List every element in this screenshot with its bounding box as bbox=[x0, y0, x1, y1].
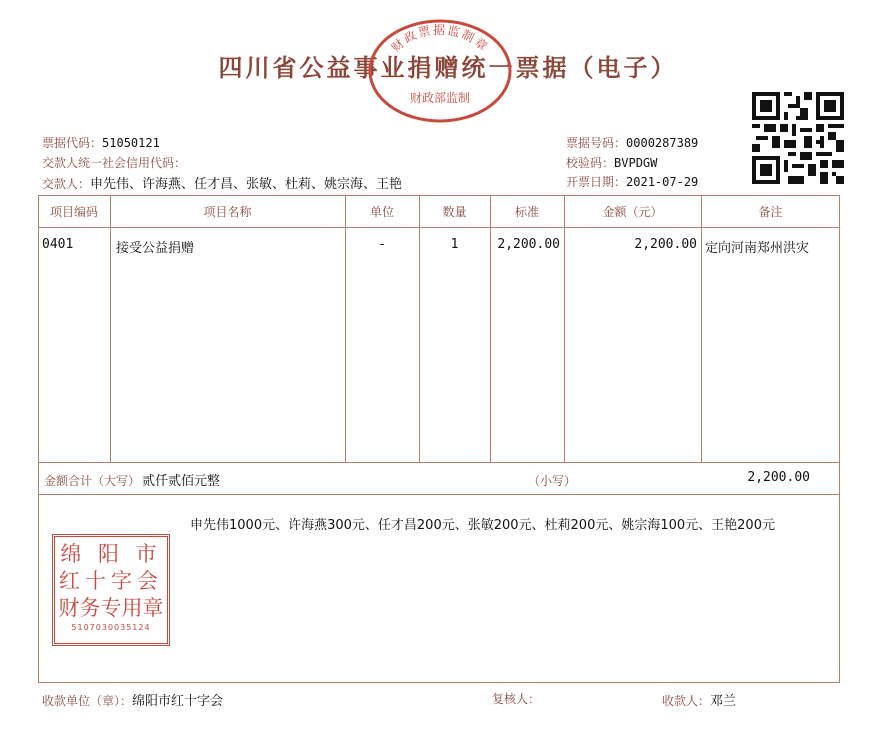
column-divider bbox=[345, 195, 346, 463]
row-note: 定向河南郑州洪灾 bbox=[705, 241, 810, 256]
bill-number-value: 0000287389 bbox=[626, 136, 699, 150]
column-divider bbox=[419, 195, 420, 463]
table-total-rule bbox=[38, 494, 840, 495]
column-divider bbox=[564, 195, 565, 463]
total-lowercase-label: （小写） bbox=[528, 474, 577, 488]
row-code: 0401 bbox=[42, 237, 74, 252]
payee-value: 邓兰 bbox=[710, 694, 737, 709]
payer-label: 交款人： bbox=[42, 177, 91, 191]
payee-unit-label: 收款单位（章）： bbox=[42, 694, 133, 708]
check-code-value: BVPDGW bbox=[614, 156, 658, 170]
finance-dedicated-stamp bbox=[52, 534, 170, 646]
issue-date-label: 开票日期： bbox=[566, 175, 627, 189]
total-uppercase-label: 金额合计（大写） bbox=[44, 474, 141, 488]
check-code-row bbox=[566, 154, 657, 171]
column-divider bbox=[490, 195, 491, 463]
payee-label: 收款人： bbox=[662, 694, 711, 708]
table-header-rule bbox=[38, 227, 840, 228]
reviewer-row bbox=[492, 690, 540, 707]
qr-code-icon bbox=[752, 86, 844, 190]
row-standard: 2,200.00 bbox=[497, 237, 560, 252]
bill-code-value: 51050121 bbox=[102, 136, 160, 150]
column-header-note: 备注 bbox=[758, 205, 783, 219]
column-divider bbox=[110, 195, 111, 463]
check-code-label: 校验码： bbox=[566, 156, 615, 170]
receipt-title: 四川省公益事业捐赠统一票据（电子） bbox=[218, 53, 678, 82]
column-divider bbox=[701, 195, 702, 463]
bill-code-label: 票据代码： bbox=[42, 136, 103, 150]
donation-breakdown-remark: 申先伟1000元、许海燕300元、任才昌200元、张敏200元、杜莉200元、姚宗海100元、王艳200元 bbox=[190, 518, 775, 533]
payer-row bbox=[42, 173, 402, 192]
seal-top-inner-text: 财政部监制 bbox=[409, 91, 471, 105]
bill-number-label: 票据号码： bbox=[566, 136, 627, 150]
stamp-line-org: 红十字会 bbox=[59, 569, 163, 593]
row-item-name: 接受公益捐赠 bbox=[116, 241, 195, 256]
column-header-amount: 金额（元） bbox=[602, 205, 663, 219]
payer-value: 申先伟、许海燕、任才昌、张敏、杜莉、姚宗海、王艳 bbox=[90, 177, 403, 192]
issue-date-row bbox=[566, 173, 698, 190]
bill-number-row bbox=[566, 134, 698, 151]
row-unit: - bbox=[379, 237, 385, 252]
stamp-line-city: 绵 阳 市 bbox=[60, 542, 162, 566]
column-header-standard: 标准 bbox=[514, 205, 539, 219]
bill-code-row bbox=[42, 134, 160, 151]
total-amount-value: 2,200.00 bbox=[747, 470, 810, 485]
reviewer-label: 复核人： bbox=[492, 692, 541, 706]
seal-top-outer-text: 财政票据监制章 bbox=[388, 22, 492, 55]
total-uppercase-value: 贰仟贰佰元整 bbox=[142, 474, 221, 489]
payer-credit-code-label: 交款人统一社会信用代码： bbox=[42, 156, 187, 170]
stamp-code: 5107030035124 bbox=[71, 623, 151, 632]
payee-row bbox=[662, 690, 736, 709]
row-quantity: 1 bbox=[450, 237, 459, 252]
column-header-quantity: 数量 bbox=[442, 205, 467, 219]
payer-credit-code-row bbox=[42, 154, 186, 171]
row-amount: 2,200.00 bbox=[634, 237, 697, 252]
issue-date-value: 2021-07-29 bbox=[626, 175, 699, 189]
column-header-code: 项目编码 bbox=[49, 205, 98, 219]
column-header-unit: 单位 bbox=[369, 205, 394, 219]
table-body-rule bbox=[38, 462, 840, 463]
stamp-line-purpose: 财务专用章 bbox=[58, 596, 164, 620]
column-header-name: 项目名称 bbox=[203, 205, 252, 219]
payee-unit-row bbox=[42, 690, 223, 709]
payee-unit-value: 绵阳市红十字会 bbox=[132, 694, 224, 709]
finance-supervision-seal bbox=[366, 16, 514, 124]
